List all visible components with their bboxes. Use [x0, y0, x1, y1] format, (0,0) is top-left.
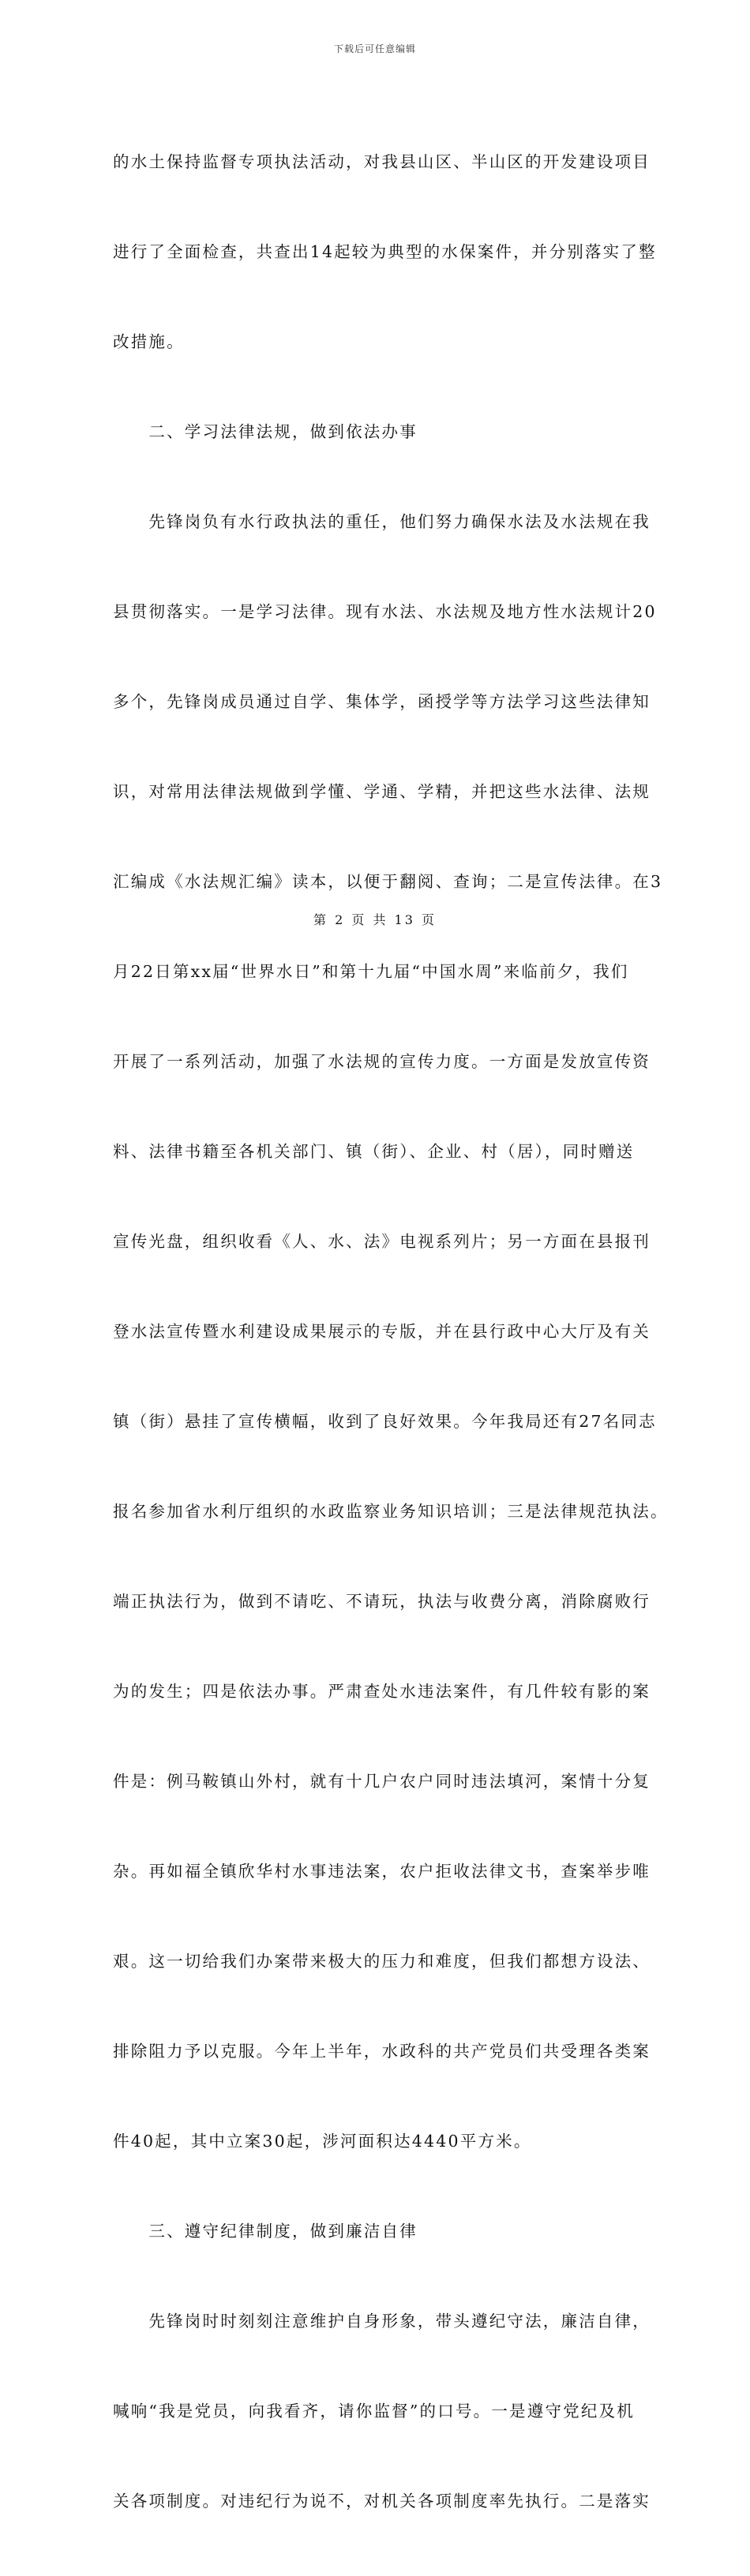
- page-number: 第 2 页 共 13 页: [313, 912, 437, 927]
- text-line: 排除阻力予以克服。今年上半年，水政科的共产党员们共受理各类案: [113, 2042, 651, 2061]
- document-body: [113, 87, 669, 2576]
- text-line: 先锋岗负有水行政执法的重任，他们努力确保水法及水法规在我: [113, 512, 651, 531]
- text-line: 料、法律书籍至各机关部门、镇（街）、企业、村（居），同时赠送: [113, 1142, 635, 1161]
- page-header-note: 下载后可任意编辑: [333, 43, 416, 54]
- text-line: 端正执法行为，做到不请吃、不请玩，执法与收费分离，消除腐败行: [113, 1592, 651, 1611]
- text-line: 为的发生；四是依法办事。严肃查处水违法案件，有几件较有影的案: [113, 1682, 651, 1701]
- text-line: 多个，先锋岗成员通过自学、集体学，函授学等方法学习这些法律知: [113, 692, 651, 711]
- text-line: 登水法宣传暨水利建设成果展示的专版，并在县行政中心大厅及有关: [113, 1322, 651, 1341]
- text-line: 进行了全面检查，共查出14起较为典型的水保案件，并分别落实了整: [113, 242, 657, 261]
- text-line: 月22日第xx届“世界水日”和第十九届“中国水周”来临前夕，我们: [113, 962, 629, 981]
- section-heading: 三、遵守纪律制度，做到廉洁自律: [113, 2222, 418, 2241]
- text-line: 的水土保持监督专项执法活动，对我县山区、半山区的开发建设项目: [113, 152, 651, 171]
- text-line: 件是：例马鞍镇山外村，就有十几户农户同时违法填河，案情十分复: [113, 1772, 651, 1791]
- text-line: 镇（街）悬挂了宣传横幅，收到了良好效果。今年我局还有27名同志: [113, 1412, 657, 1431]
- text-line: 改措施。: [113, 332, 185, 351]
- text-line: 报名参加省水利厅组织的水政监察业务知识培训；三是法律规范执法。: [113, 1502, 669, 1521]
- text-line: 件40起，其中立案30起，涉河面积达4440平方米。: [113, 2132, 532, 2151]
- text-line: 喊响“我是党员，向我看齐，请你监督”的口号。一是遵守党纪及机: [113, 2402, 635, 2421]
- text-line: 县贯彻落实。一是学习法律。现有水法、水法规及地方性水法规计20: [113, 602, 657, 621]
- text-line: 宣传光盘，组织收看《人、水、法》电视系列片；另一方面在县报刊: [113, 1232, 651, 1251]
- text-line: 开展了一系列活动，加强了水法规的宣传力度。一方面是发放宣传资: [113, 1052, 651, 1071]
- text-line: 关各项制度。对违纪行为说不，对机关各项制度率先执行。二是落实: [113, 2492, 651, 2510]
- text-line: 先锋岗时时刻刻注意维护自身形象，带头遵纪守法，廉洁自律，: [113, 2312, 651, 2331]
- body-text: [113, 87, 669, 2576]
- text-line: 杂。再如福全镇欣华村水事违法案，农户拒收法律文书，查案举步唯: [113, 1862, 651, 1881]
- text-line: 识，对常用法律法规做到学懂、学通、学精，并把这些水法律、法规: [113, 782, 651, 801]
- text-line: 汇编成《水法规汇编》读本，以便于翻阅、查询；二是宣传法律。在3: [113, 872, 663, 891]
- text-line: 艰。这一切给我们办案带来极大的压力和难度，但我们都想方设法、: [113, 1952, 651, 1971]
- section-heading: 二、学习法律法规，做到依法办事: [113, 422, 418, 441]
